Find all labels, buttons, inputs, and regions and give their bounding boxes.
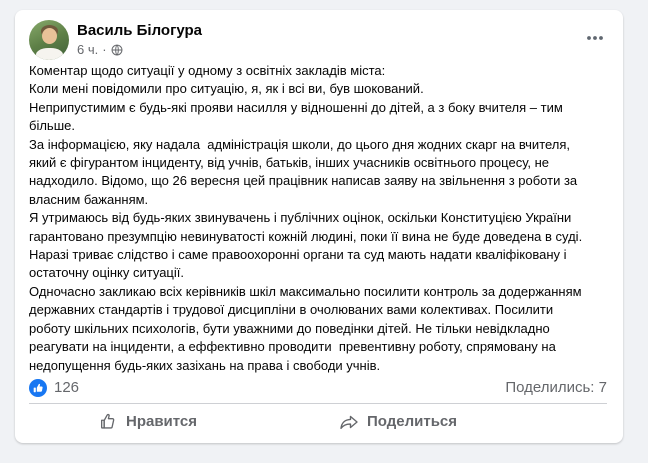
like-count[interactable]: 126 <box>54 378 80 396</box>
post-meta <box>77 41 202 58</box>
post-paragraph: Наразі триває слідство і саме правоохоронні органи та суд мають надати кваліфіковану і остаточну оцінку ситуації. <box>29 247 571 281</box>
avatar[interactable] <box>29 20 69 60</box>
like-button-label: Нравится <box>125 413 198 431</box>
post-paragraph: За інформацією, яку надала адміністрація школи, до цього дня жодних скарг на вчителя, який є фігурантом інциденту, від учнів, батьків, інших учасників освітнього процесу, не надходило. Відомо, що 26 вересня цей працівник написав заяву на звільнення з роботи за власним бажанням. <box>29 136 581 207</box>
globe-icon <box>111 44 123 56</box>
like-reaction-icon <box>29 379 47 397</box>
author-block <box>77 20 202 60</box>
post-card <box>15 10 623 443</box>
thumb-up-outline-icon <box>99 412 118 431</box>
post-paragraph: Неприпустимим є будь-які прояви насилля у відношенні до дітей, а з боку вчителя – тим більше. <box>29 99 567 134</box>
post-paragraph: Коментар щодо ситуації у одному з освітніх закладів міста: <box>29 63 386 78</box>
author-name[interactable]: Василь Білогура <box>77 22 202 39</box>
post-text <box>15 60 623 375</box>
post-paragraph: Одночасно закликаю всіх керівників шкіл максимально посилити контроль за додержанням державних стандартів і трудової дисципліни в очолюваних вами колективах. Посилити роботу шкільних психологів, бути уважними до поведінки дітей. Не тільки невідкладно реагувати на інциденти, а еффективно проводити превентивну роботу, спрямовану на недопущення будь-яких зазіхань на права і свободи учнів. <box>29 283 586 373</box>
post-header <box>15 10 623 60</box>
meta-separator: · <box>102 42 107 57</box>
share-button-label: Поделиться <box>366 413 458 431</box>
timestamp[interactable]: 6 ч. <box>77 42 99 57</box>
post-paragraph: Коли мені повідомили про ситуацію, я, як і всі ви, був шокований. <box>29 81 424 97</box>
more-options-button[interactable] <box>579 22 611 54</box>
engagement-row <box>15 375 623 403</box>
ellipsis-icon <box>585 28 605 48</box>
post-paragraph: Я утримаюсь від будь-яких звинувачень і публічних оцінок, оскільки Конституцією України гарантовано презумпцію невинуватості кожній людині, поки її вина не буде доведена в суді. <box>29 210 583 244</box>
share-arrow-icon <box>339 412 359 432</box>
like-button[interactable] <box>23 407 273 437</box>
share-count[interactable]: Поделились: 7 <box>505 378 607 396</box>
share-button[interactable] <box>273 407 523 437</box>
reactions-summary[interactable] <box>29 379 79 397</box>
action-bar <box>15 404 623 440</box>
